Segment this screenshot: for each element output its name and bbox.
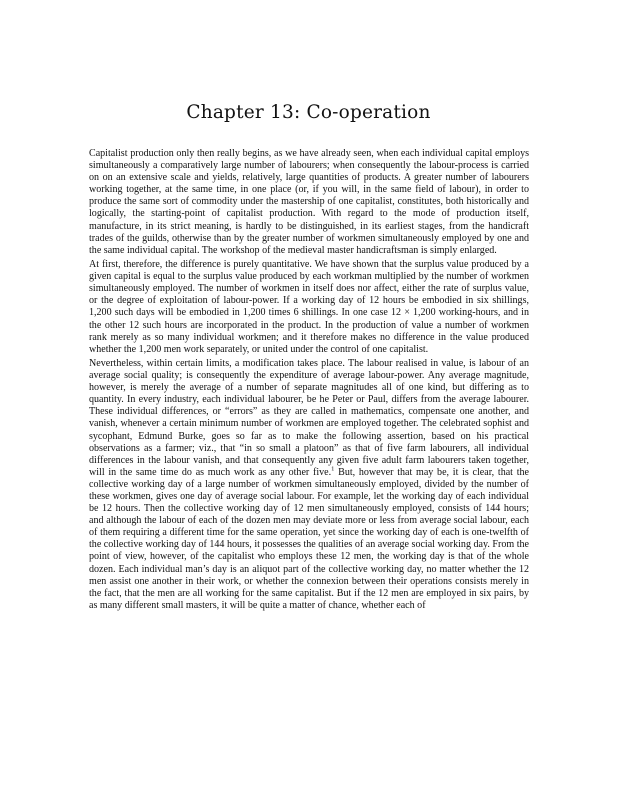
paragraph-3-text-before-note: Nevertheless, within certain limits, a modification takes place. The labour realised in value, is labour of an average social quality; is consequently the expenditure of average labour-power. Any average magnitude, however, is merely the average of a number of separate magnitudes all of one kind, but differing as to quantity. In every industry, each individual labourer, be he Peter or Paul, differs from the average labourer. These individual differences, or “errors” as they are called in mathematics, compensate one another, and vanish, whenever a certain minimum number of workmen are employed together. The celebrated sophist and sycophant, Edmund Burke, goes so far as to make the following assertion, based on his practical observations as a farmer; viz., that “in so small a platoon” as that of five farm labourers, all individual differences in the labour vanish, and that consequently any given five adult farm labourers taken together, will in the same time do as much work as any other five.	[89, 357, 529, 478]
paragraph-1: Capitalist production only then really begins, as we have already seen, when each individual capital employs simultaneously a comparatively large number of labourers; when consequently the labour-process is carried on on an extensive scale and yields, relatively, large quantities of products. A greater number of labourers working together, at the same time, in one place (or, if you will, in the same field of labour), in order to produce the same sort of commodity under the mastership of one capitalist, constitutes, both historically and logically, the starting-point of capitalist production. With regard to the mode of production itself, manufacture, in its strict meaning, is hardly to be distinguished, in its earliest stages, from the handicraft trades of the guilds, otherwise than by the greater number of workmen simultaneously employed by one and the same individual capital. The workshop of the medieval master handicraftsman is simply enlarged.	[89, 148, 529, 256]
body-text	[89, 148, 529, 614]
paragraph-3-text-after-note: But, however that may be, it is clear, that the collective working day of a large number of workmen simultaneously employed, divided by the number of these workmen, gives one day of average social labour. For example, let the working day of each individual be 12 hours. Then the collective working day of 12 men simultaneously employed, consists of 144 hours; and although the labour of each of the dozen men may deviate more or less from average social labour, each of them requiring a different time for the same operation, yet since the working day of each is one-twelfth of the collective working day of 144 hours, it possesses the qualities of an average social working day. From the point of view, however, of the capitalist who employs these 12 men, the working day is that of the whole dozen. Each individual man’s day is an aliquot part of the collective working day, no matter whether the 12 men assist one another in their work, or whether the connexion between their operations consists merely in the fact, that the men are all working for the same capitalist. But if the 12 men are employed in six pairs, by as many different small masters, it will be quite a matter of chance, whether each of	[89, 466, 529, 611]
paragraph-2: At first, therefore, the difference is purely quantitative. We have shown that the surplus value produced by a given capital is equal to the surplus value produced by each workman multiplied by the number of workmen simultaneously employed. The number of workmen in itself does nor affect, either the rate of surplus value, or the degree of exploitation of labour-power. If a working day of 12 hours be embodied in six shillings, 1,200 such days will be embodied in 1,200 times 6 shillings. In one case 12 × 1,200 working-hours, and in the other 12 such hours are incorporated in the product. In the production of value a number of workmen rank merely as so many individual workmen; and it therefore makes no difference in the value produced whether the 1,200 men work separately, or united under the control of one capitalist.	[89, 259, 529, 355]
chapter-title: Chapter 13: Co-operation	[186, 102, 431, 123]
paragraph-3	[89, 358, 529, 612]
footnote-marker[interactable]: 1	[331, 465, 335, 473]
